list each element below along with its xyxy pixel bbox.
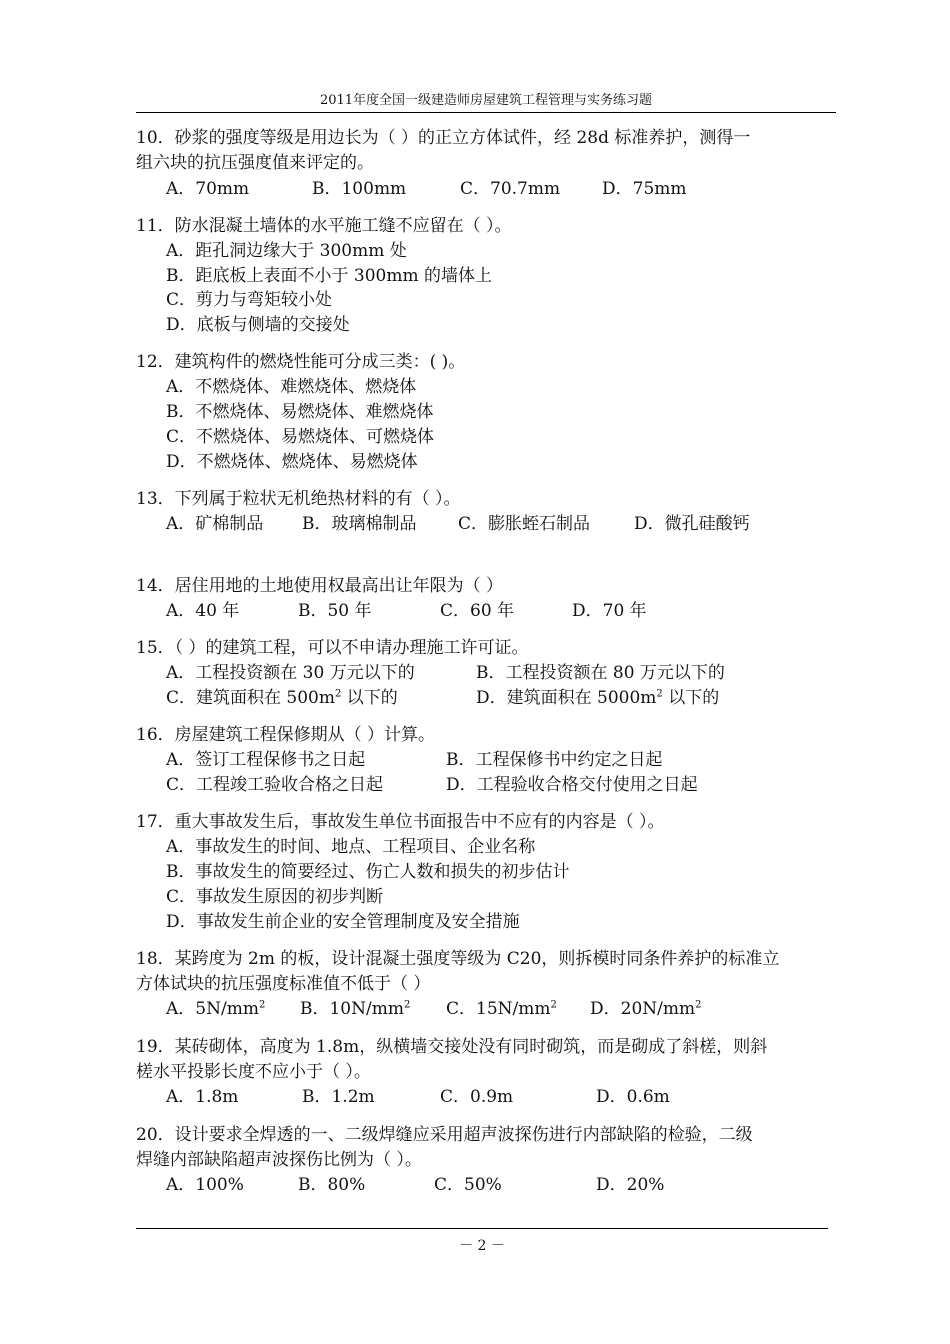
option-a: A．40 年 — [166, 601, 240, 621]
option-c: C．60 年 — [440, 601, 515, 621]
option-a: A．100% — [166, 1175, 244, 1195]
option-b: B．100mm — [312, 179, 407, 199]
question-20-stem-line-1: 20．设计要求全焊透的一、二级焊缝应采用超声波探伤进行内部缺陷的检验，二级 — [136, 1125, 753, 1145]
option-b: B．80% — [298, 1175, 366, 1195]
option-b: B．50 年 — [298, 601, 372, 621]
option-b: B．事故发生的简要经过、伤亡人数和损失的初步估计 — [166, 862, 570, 882]
option-a: A．70mm — [166, 179, 250, 199]
option-a: A．工程投资额在 30 万元以下的 — [166, 663, 415, 683]
option-b: B．玻璃棉制品 — [302, 514, 417, 534]
option-d: D．工程验收合格交付使用之日起 — [446, 775, 698, 795]
option-b: B．1.2m — [302, 1087, 375, 1107]
option-a: A．签订工程保修书之日起 — [166, 750, 366, 770]
question-10-stem-line-1: 10．砂浆的强度等级是用边长为（ ）的正立方体试件，经 28d 标准养护，测得一 — [136, 128, 751, 148]
option-c: C．建筑面积在 $500m^2$ 以下的 — [166, 688, 398, 708]
option-c: C．工程竣工验收合格之日起 — [166, 775, 384, 795]
option-d: D．底板与侧墙的交接处 — [166, 315, 350, 335]
option-d: D．微孔硅酸钙 — [634, 514, 750, 534]
option-b: B．距底板上表面不小于 300mm 的墙体上 — [166, 266, 492, 286]
option-d: D．0.6m — [596, 1087, 670, 1107]
option-c: C．剪力与弯矩较小处 — [166, 290, 333, 310]
question-20-stem-line-2: 焊缝内部缺陷超声波探伤比例为（ ）。 — [136, 1150, 422, 1170]
question-17-stem-line-1: 17．重大事故发生后，事故发生单位书面报告中不应有的内容是（ ）。 — [136, 812, 665, 832]
header-title: 2011年度全国一级建造师房屋建筑工程管理与实务练习题 — [319, 93, 653, 108]
option-c: C．70.7mm — [460, 179, 561, 199]
option-d: D．事故发生前企业的安全管理制度及安全措施 — [166, 912, 520, 932]
question-16-stem-line-1: 16．房屋建筑工程保修期从（ ）计算。 — [136, 725, 436, 745]
page-number: － 2 － — [459, 1238, 505, 1254]
option-b: B．工程保修书中约定之日起 — [446, 750, 663, 770]
option-b: B．工程投资额在 80 万元以下的 — [476, 663, 725, 683]
question-19-stem-line-1: 19．某砖砌体，高度为 1.8m，纵横墙交接处没有同时砌筑，而是砌成了斜槎，则斜 — [136, 1037, 768, 1057]
option-d: D．20% — [596, 1175, 665, 1195]
option-d: D．不燃烧体、燃烧体、易燃烧体 — [166, 452, 418, 472]
question-19-stem-line-2: 槎水平投影长度不应小于（ ）。 — [136, 1062, 371, 1082]
option-d: D．70 年 — [572, 601, 647, 621]
option-c: C．事故发生原因的初步判断 — [166, 887, 384, 907]
question-18-stem-line-1: 18．某跨度为 2m 的板，设计混凝土强度等级为 C20，则拆模时同条件养护的标准立 — [136, 949, 780, 969]
option-a: A．不燃烧体、难燃烧体、燃烧体 — [166, 377, 417, 397]
question-18-stem-line-2: 方体试块的抗压强度标准值不低于（ ） — [136, 974, 431, 994]
option-d: D．75mm — [602, 179, 687, 199]
option-a: A．距孔洞边缘大于 300mm 处 — [166, 241, 407, 261]
option-c: C．膨胀蛭石制品 — [458, 514, 591, 534]
question-15-stem-line-1: 15．（ ）的建筑工程，可以不申请办理施工许可证。 — [136, 638, 529, 658]
question-13-stem-line-1: 13．下列属于粒状无机绝热材料的有（ ）。 — [136, 489, 461, 509]
option-c: C．50% — [434, 1175, 502, 1195]
question-11-stem-line-1: 11．防水混凝土墙体的水平施工缝不应留在（ ）。 — [136, 216, 512, 236]
option-b: B．不燃烧体、易燃烧体、难燃烧体 — [166, 402, 434, 422]
option-c: C．不燃烧体、易燃烧体、可燃烧体 — [166, 427, 435, 447]
question-10-stem-line-2: 组六块的抗压强度值来评定的。 — [136, 153, 374, 173]
option-d: D．$20N/mm^2$ — [590, 999, 702, 1019]
option-c: C．$15N/mm^2$ — [446, 999, 557, 1019]
option-a: A．事故发生的时间、地点、工程项目、企业名称 — [166, 837, 536, 857]
question-14-stem-line-1: 14．居住用地的土地使用权最高出让年限为（ ） — [136, 576, 504, 596]
question-12-stem-line-1: 12．建筑构件的燃烧性能可分成三类：( )。 — [136, 352, 466, 372]
option-c: C．0.9m — [440, 1087, 514, 1107]
option-a: A．$5N/mm^2$ — [166, 999, 266, 1019]
option-d: D．建筑面积在 $5000m^2$ 以下的 — [476, 688, 720, 708]
header-divider — [136, 112, 836, 113]
option-b: B．$10N/mm^2$ — [300, 999, 411, 1019]
option-a: A．1.8m — [166, 1087, 239, 1107]
option-a: A．矿棉制品 — [166, 514, 264, 534]
footer-divider — [136, 1228, 828, 1229]
